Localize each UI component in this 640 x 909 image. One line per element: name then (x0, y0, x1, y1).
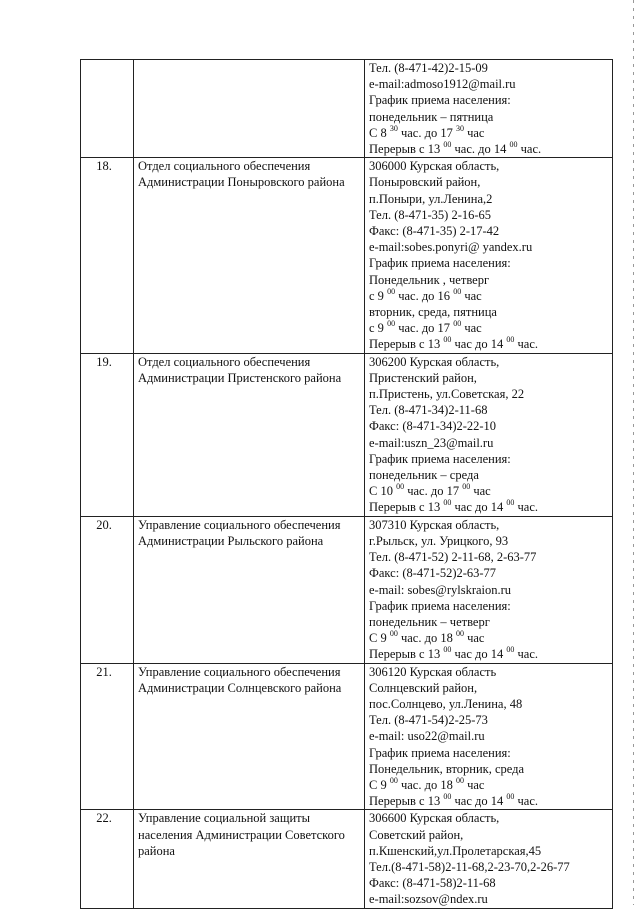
text-line: 306200 Курская область, (369, 354, 500, 369)
row-number: 21. (81, 663, 134, 810)
text-segment: час. (514, 337, 538, 352)
organization-name (134, 663, 365, 810)
text-line: e-mail:sobes.ponyri@ yandex.ru (369, 240, 533, 255)
schedule-line (369, 777, 609, 793)
contact-details (365, 60, 613, 158)
schedule-line (369, 141, 609, 157)
superscript-minutes: 00 (443, 645, 452, 655)
text-segment: час до 14 (451, 337, 507, 352)
text-segment: час. до 17 (404, 484, 463, 499)
text-line: понедельник – пятница (369, 109, 494, 124)
schedule-line (369, 336, 609, 352)
superscript-minutes: 00 (506, 792, 515, 802)
text-segment: час. до 16 (395, 288, 454, 303)
text-line: График приема населения: (369, 256, 511, 271)
text-line: Факс: (8-471-34)2-22-10 (369, 419, 497, 434)
text-segment: с 9 (369, 288, 388, 303)
text-line: пос.Солнцево, ул.Ленина, 48 (369, 696, 523, 711)
row-number: 20. (81, 516, 134, 663)
schedule-line (369, 630, 609, 646)
superscript-minutes: 00 (506, 645, 515, 655)
text-line: Тел.(8-471-58)2-11-68,2-23-70,2-26-77 (369, 859, 570, 874)
superscript-minutes: 00 (443, 335, 452, 345)
contact-details (365, 158, 613, 353)
text-line: Пристенский район, (369, 370, 477, 385)
text-line: п.Поныри, ул.Ленина,2 (369, 191, 493, 206)
superscript-minutes: 00 (389, 629, 398, 639)
text-segment: С 8 (369, 125, 390, 140)
contact-details (365, 810, 613, 908)
text-segment: С 9 (369, 631, 390, 646)
text-line: Факс: (8-471-35) 2-17-42 (369, 224, 500, 239)
text-segment: час. до 18 (397, 631, 456, 646)
text-line: 306600 Курская область, (369, 811, 500, 826)
text-segment: час (461, 288, 482, 303)
text-segment: Перерыв с 13 (369, 142, 444, 157)
text-segment: Перерыв с 13 (369, 794, 444, 809)
text-line: Тел. (8-471-54)2-25-73 (369, 713, 488, 728)
superscript-minutes: 00 (389, 775, 398, 785)
text-segment: час (463, 777, 485, 792)
text-line: e-mail: sobes@rylskraion.ru (369, 582, 512, 597)
text-line: Управление социальной защиты (138, 811, 311, 826)
text-segment: Перерыв с 13 (369, 500, 444, 515)
row-number: 19. (81, 353, 134, 516)
schedule-line (369, 483, 609, 499)
text-line: Отдел социального обеспечения (138, 159, 311, 174)
schedule-line (369, 288, 609, 304)
superscript-minutes: 00 (455, 629, 464, 639)
superscript-minutes: 00 (443, 140, 452, 150)
text-line: Факс: (8-471-52)2-63-77 (369, 566, 497, 581)
social-services-table (80, 59, 613, 909)
page-edge-marks (633, 0, 634, 905)
text-line: e-mail:admoso1912@mail.ru (369, 77, 516, 92)
schedule-line (369, 646, 609, 662)
text-line: п.Пристень, ул.Советская, 22 (369, 387, 525, 402)
organization-name (134, 810, 365, 908)
text-line: Управление социального обеспечения (138, 664, 341, 679)
text-line: Тел. (8-471-34)2-11-68 (369, 403, 488, 418)
row-number: 18. (81, 158, 134, 353)
text-line: 306000 Курская область, (369, 159, 500, 174)
text-line: График приема населения: (369, 451, 511, 466)
text-line: График приема населения: (369, 598, 511, 613)
text-line: Факс: (8-471-58)2-11-68 (369, 876, 496, 891)
text-line: п.Кшенский,ул.Пролетарская,45 (369, 843, 542, 858)
text-segment: час. до 17 (397, 125, 456, 140)
text-segment: час. (517, 142, 542, 157)
organization-name (134, 516, 365, 663)
text-line: населения Администрации Советского (138, 827, 345, 842)
text-segment: час. до 18 (397, 777, 456, 792)
table-row (81, 353, 613, 516)
superscript-minutes: 00 (443, 792, 452, 802)
text-segment: Перерыв с 13 (369, 647, 444, 662)
text-line: 307310 Курская область, (369, 517, 500, 532)
text-segment: час до 14 (451, 647, 507, 662)
superscript-minutes: 00 (453, 286, 462, 296)
text-line: района (138, 843, 175, 858)
text-segment: час (461, 321, 482, 336)
text-line: e-mail: uso22@mail.ru (369, 729, 485, 744)
text-segment: Перерыв с 13 (369, 337, 444, 352)
text-line: г.Рыльск, ул. Урицкого, 93 (369, 533, 509, 548)
text-line: понедельник – четверг (369, 614, 490, 629)
text-segment: час. (514, 647, 538, 662)
contact-details (365, 663, 613, 810)
text-line: Понедельник , четверг (369, 272, 490, 287)
superscript-minutes: 00 (462, 482, 471, 492)
text-segment: час. (514, 500, 538, 515)
text-line: e-mail:uszn_23@mail.ru (369, 435, 494, 450)
superscript-minutes: 00 (506, 335, 515, 345)
superscript-minutes: 00 (387, 286, 396, 296)
text-line: понедельник – среда (369, 468, 479, 483)
text-line: Понедельник, вторник, среда (369, 761, 525, 776)
text-segment: час до 14 (451, 500, 507, 515)
text-line: График приема населения: (369, 745, 511, 760)
text-line: 306120 Курская область (369, 664, 497, 679)
table-row (81, 60, 613, 158)
text-segment: час. до 14 (451, 142, 510, 157)
text-segment: с 9 (369, 321, 388, 336)
superscript-minutes: 00 (387, 319, 396, 329)
superscript-minutes: 00 (453, 319, 462, 329)
contact-details (365, 353, 613, 516)
text-line: График приема населения: (369, 93, 511, 108)
text-line: Администрации Солнцевского района (138, 680, 342, 695)
text-segment: С 9 (369, 777, 390, 792)
table-row (81, 810, 613, 908)
text-segment: час. до 17 (395, 321, 454, 336)
row-number: 22. (81, 810, 134, 908)
superscript-minutes: 00 (396, 482, 405, 492)
schedule-line (369, 499, 609, 515)
text-line: e-mail:sozsov@ndex.ru (369, 892, 488, 907)
schedule-line (369, 125, 609, 141)
superscript-minutes: 00 (506, 498, 515, 508)
organization-name (134, 158, 365, 353)
text-line: Администрации Пристенского района (138, 370, 342, 385)
table-row (81, 158, 613, 353)
text-line: Администрации Поныровского района (138, 175, 345, 190)
text-line: Администрации Рыльского района (138, 533, 324, 548)
text-segment: час (470, 484, 491, 499)
text-segment: час. (514, 794, 538, 809)
superscript-minutes: 30 (389, 123, 398, 133)
superscript-minutes: 00 (455, 775, 464, 785)
superscript-minutes: 00 (509, 140, 518, 150)
text-line: вторник, среда, пятница (369, 305, 497, 320)
organization-name (134, 60, 365, 158)
text-segment: час (463, 631, 485, 646)
text-line: Отдел социального обеспечения (138, 354, 311, 369)
text-segment: С 10 (369, 484, 397, 499)
text-segment: час до 14 (451, 794, 507, 809)
text-line: Тел. (8-471-42)2-15-09 (369, 61, 488, 75)
organization-name (134, 353, 365, 516)
text-line: Управление социального обеспечения (138, 517, 341, 532)
schedule-line (369, 320, 609, 336)
superscript-minutes: 30 (455, 123, 464, 133)
text-segment: час (463, 125, 485, 140)
superscript-minutes: 00 (443, 498, 452, 508)
text-line: Тел. (8-471-35) 2-16-65 (369, 207, 492, 222)
table-row (81, 663, 613, 810)
text-line: Поныровский район, (369, 175, 481, 190)
table-row (81, 516, 613, 663)
row-number (81, 60, 134, 158)
schedule-line (369, 793, 609, 809)
table-body (81, 60, 613, 909)
text-line: Советский район, (369, 827, 464, 842)
contact-details (365, 516, 613, 663)
text-line: Солнцевский район, (369, 680, 478, 695)
text-line: Тел. (8-471-52) 2-11-68, 2-63-77 (369, 550, 537, 565)
